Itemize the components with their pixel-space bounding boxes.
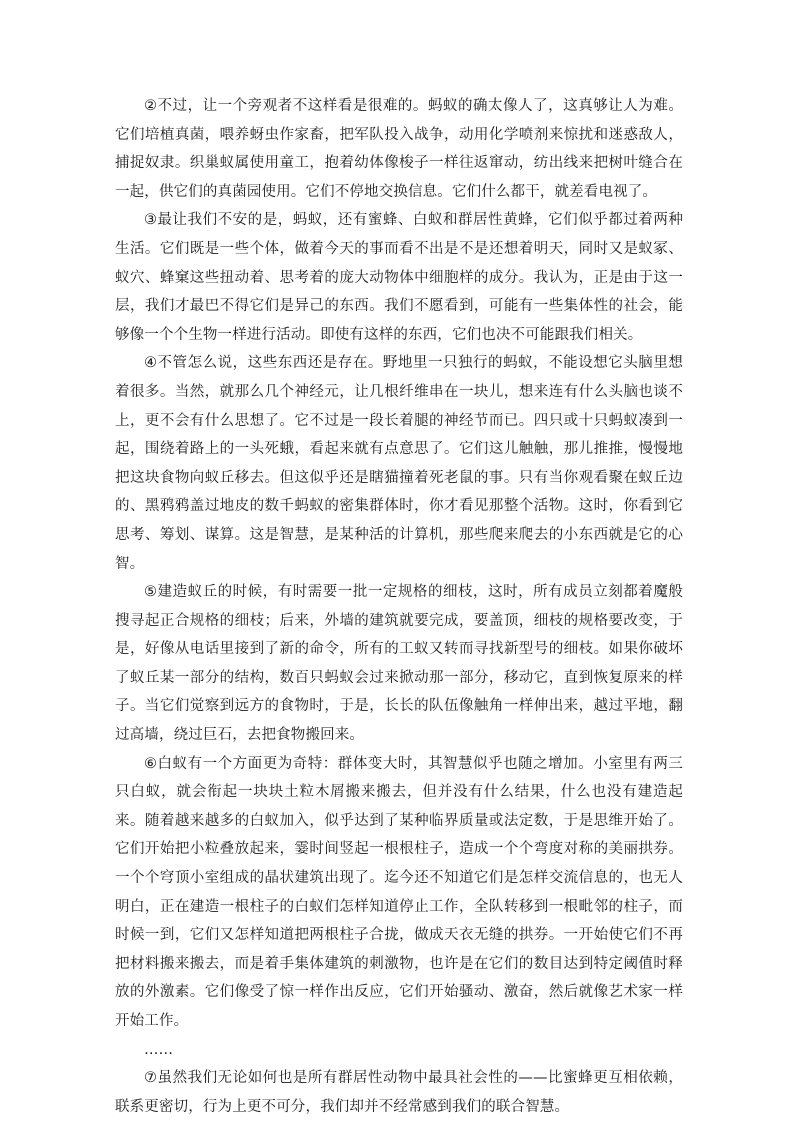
document-page	[115, 92, 683, 1121]
omission-ellipsis: ……	[144, 1041, 173, 1058]
paragraph-7: ⑦虽然我们无论如何也是所有群居性动物中最具社会性的——比蜜蜂更互相依赖，联系更密切，行为上更不可分，我们却并不经常感到我们的联合智慧。	[115, 1070, 683, 1115]
paragraph-4: ④不管怎么说，这些东西还是存在。野地里一只独行的蚂蚁，不能设想它头脑里想着很多。当然，就那么几个神经元，让几根纤维串在一块儿，想来连有什么头脑也谈不上，更不会有什么思想了。它不过是一段长着腿的神经节而已。四只或十只蚂蚁凑到一起，围绕着路上的一头死蛾，看起来就有点意思了。它们这儿触触，那儿推推，慢慢地把这块食物向蚁丘移去。但这似乎还是瞎猫撞着死老鼠的事。只有当你观看聚在蚁丘边的、黑鸦鸦盖过地皮的数千蚂蚁的密集群体时，你才看见那整个活物。这时，你看到它思考、筹划、谋算。这是智慧，是某种活的计算机，那些爬来爬去的小东西就是它的心智。	[115, 355, 683, 572]
paragraph-6: ⑥白蚁有一个方面更为奇特：群体变大时，其智慧似乎也随之增加。小室里有两三只白蚁，就会衔起一块块土粒木屑搬来搬去，但并没有什么结果，什么也没有建造起来。随着越来越多的白蚁加入，似乎达到了某种临界质量或法定数，于是思维开始了。它们开始把小粒叠放起来，霎时间竖起一根根柱子，造成一个个弯度对称的美丽拱券。一个个穹顶小室组成的晶状建筑出现了。迄今还不知道它们是怎样交流信息的，也无人明白，正在建造一根柱子的白蚁们怎样知道停止工作，全队转移到一根毗邻的柱子，而时候一到，它们又怎样知道把两根柱子合拢，做成天衣无缝的拱券。一开始使它们不再把材料搬来搬去，而是着手集体建筑的刺激物，也许是在它们的数目达到特定阈值时释放的外激素。它们像受了惊一样作出反应，它们开始骚动、激奋，然后就像艺术家一样开始工作。	[115, 755, 683, 1029]
paragraph-2: ②不过，让一个旁观者不这样看是很难的。蚂蚁的确太像人了，这真够让人为难。它们培植真菌，喂养蚜虫作家畜，把军队投入战争，动用化学喷剂来惊扰和迷惑敌人，捕捉奴隶。织巢蚁属使用童工，抱着幼体像梭子一样往返窜动，纺出线来把树叶缝合在一起，供它们的真菌园使用。它们不停地交换信息。它们什么都干，就差看电视了。	[115, 98, 683, 200]
paragraph-3: ③最让我们不安的是，蚂蚁，还有蜜蜂、白蚁和群居性黄蜂，它们似乎都过着两种生活。它们既是一些个体，做着今天的事而看不出是不是还想着明天，同时又是蚁冢、蚁穴、蜂窠这些扭动着、思考着的庞大动物体中细胞样的成分。我认为，正是由于这一层，我们才最巴不得它们是异己的东西。我们不愿看到，可能有一些集体性的社会，能够像一个个生物一样进行活动。即使有这样的东西，它们也决不可能跟我们相关。	[115, 212, 683, 343]
paragraph-5: ⑤建造蚁丘的时候，有时需要一批一定规格的细枝，这时，所有成员立刻都着魔般搜寻起正合规格的细枝；后来，外墙的建筑就要完成，要盖顶，细枝的规格要改变，于是，好像从电话里接到了新的命令，所有的工蚁又转而寻找新型号的细枝。如果你破坏了蚁丘某一部分的结构，数百只蚂蚁会过来掀动那一部分，移动它，直到恢复原来的样子。当它们觉察到远方的食物时，于是，长长的队伍像触角一样伸出来，越过平地，翻过高墙，绕过巨石，去把食物搬回来。	[115, 584, 683, 744]
